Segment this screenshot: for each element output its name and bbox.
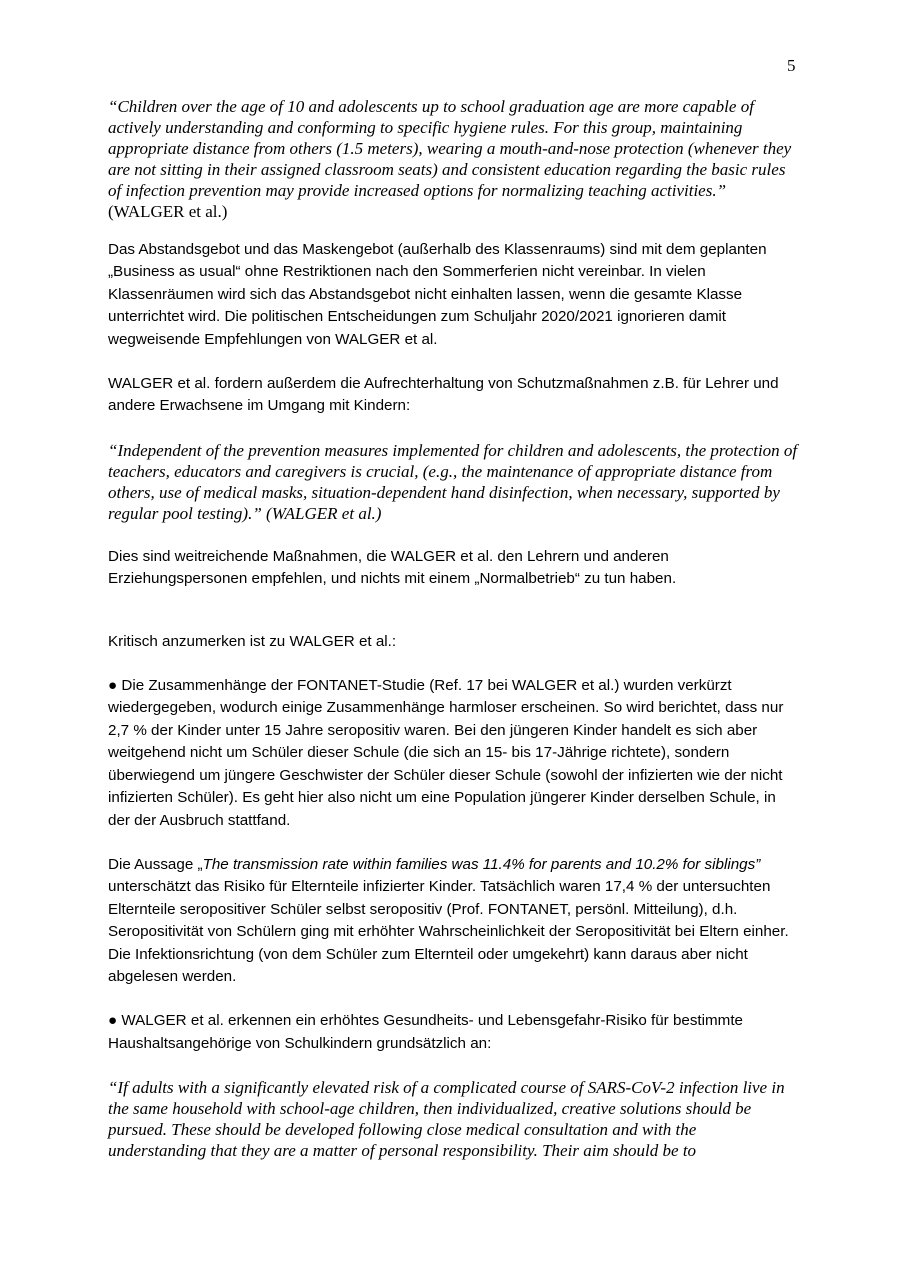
paragraph-lead: Die Aussage „ [108,855,203,873]
paragraph-rest: unterschätzt das Risiko für Elternteile infizierter Kinder. Tatsächlich waren 17,4 % der untersuchten Elternteile seropositiver Schüler selbst seropositiv (Prof. FONTANET, persönl. Mitteilung), d.h. Seropositivität von Schülern ging mit erhöhter Wahrscheinlichkeit der Seropositivität bei Eltern einher. Die Infektionsrichtung (von dem Schüler zum Elternteil oder umgekehrt) kann daraus aber nicht abgelesen werden. [108,878,789,985]
bullet-paragraph: ● WALGER et al. erkennen ein erhöhtes Gesundheits- und Lebensgefahr-Risiko für bestimmte Haushaltsangehörige von Schulkindern grundsätzlich an: [108,1012,743,1052]
quote-block: “If adults with a significantly elevated risk of a complicated course of SARS-CoV-2 infection live in the same household with school-age children, then individualized, creative solutions should be pursued. These should be developed following close medical consultation and with the understanding that they are a matter of personal responsibility. Their aim should be to [108,1078,785,1161]
inline-quote: The transmission rate within families was 11.4% for parents and 10.2% for siblings” [202,855,761,873]
quote-block: “Independent of the prevention measures implemented for children and adolescents, the protection of teachers, educators and caregivers is crucial, (e.g., the maintenance of appropriate distance from others, use of medical masks, situation-dependent hand disinfection, when necessary, supported by regular pool testing).” (WALGER et al.) [108,440,798,523]
quote-block [108,96,798,222]
paragraph: WALGER et al. fordern außerdem die Aufrechterhaltung von Schutzmaßnahmen z.B. für Lehrer und andere Erwachsene im Umgang mit Kindern: [108,375,779,415]
document-body [108,96,798,1161]
quote-text: “Children over the age of 10 and adolescents up to school graduation age are more capable of actively understanding and conforming to specific hygiene rules. For this group, maintaining appropriate distance from others (1.5 meters), wearing a mouth-and-nose protection (whenever they are not sitting in their assigned classroom seats) and consistent education regarding the basic rules of infection prevention may provide increased options for normalizing teaching activities.” [108,97,792,200]
paragraph: Das Abstandsgebot und das Maskengebot (außerhalb des Klassenraums) sind mit dem geplanten „Business as usual“ ohne Restriktionen nach den Sommerferien nicht vereinbar. In vielen Klassenräumen wird sich das Abstandsgebot nicht einhalten lassen, wenn die gesamte Klasse unterrichtet wird. Die politischen Entscheidungen zum Schuljahr 2020/2021 ignorieren damit wegweisende Empfehlungen von WALGER et al. [108,241,767,348]
paragraph: Kritisch anzumerken ist zu WALGER et al.: [108,632,397,650]
quote-citation: (WALGER et al.) [108,202,228,221]
page-number: 5 [787,56,796,75]
paragraph [108,854,798,988]
paragraph: Dies sind weitreichende Maßnahmen, die WALGER et al. den Lehrern und anderen Erziehungspersonen empfehlen, und nichts mit einem „Normalbetrieb“ zu tun haben. [108,547,677,588]
bullet-paragraph: ● Die Zusammenhänge der FONTANET-Studie (Ref. 17 bei WALGER et al.) wurden verkürzt wiedergegeben, wodurch einige Zusammenhänge harmloser erscheinen. So wird berichtet, dass nur 2,7 % der Kinder unter 15 Jahre seropositiv waren. Bei den jüngeren Kinder handelt es sich aber weitgehend nicht um Schüler dieser Schule (die sich an 15- bis 17-Jährige richtete), sondern überwiegend um jüngere Geschwister der Schüler dieser Schule (sowohl der infizierten wie der nicht infizierten Schüler). Es geht hier also nicht um eine Population jüngerer Kinder derselben Schule, in der der Ausbruch stattfand. [108,677,784,829]
